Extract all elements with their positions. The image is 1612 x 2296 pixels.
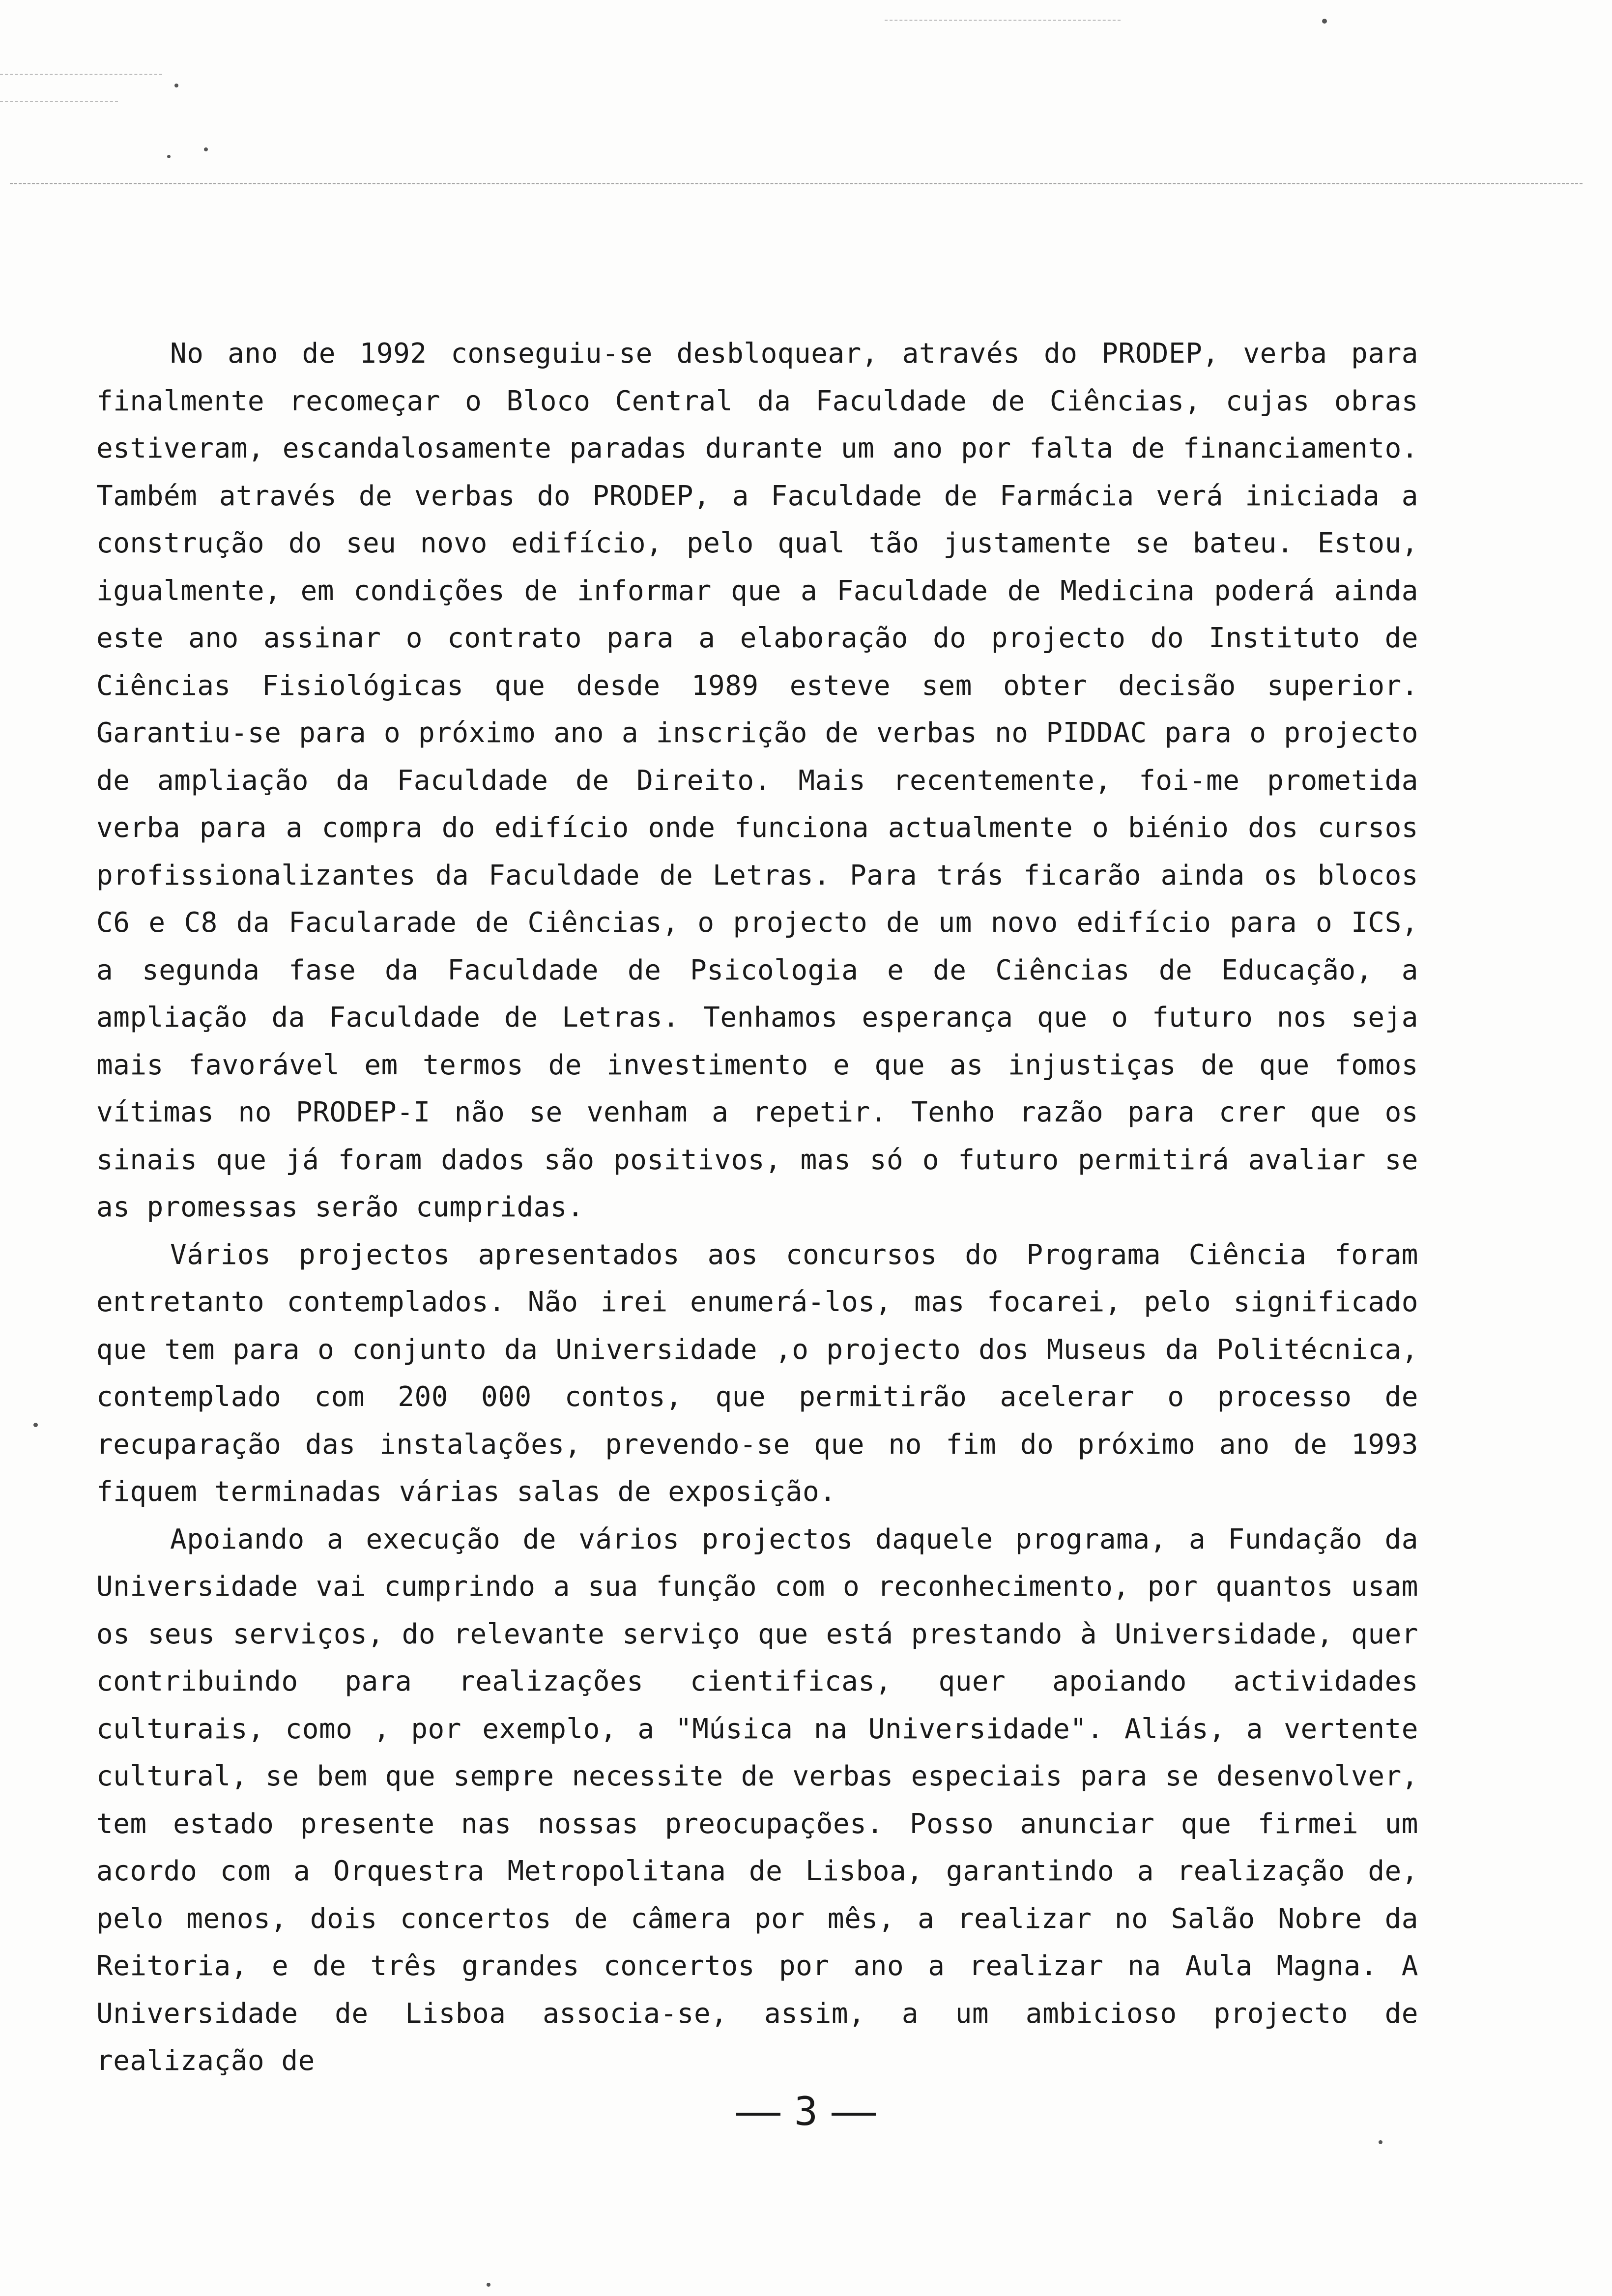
scan-artifact-top-left xyxy=(0,74,162,75)
scan-dot xyxy=(33,1423,38,1427)
scan-dot xyxy=(204,147,208,151)
paragraph-1: No ano de 1992 conseguiu-se desbloquear, através do PRODEP, verba para finalmente recomeçar o Bloco Central da Faculdade de Ciências, cujas obras estiveram, escandalosamente paradas durante um ano por falta de financiamento. Também através de verbas do PRODEP, a Faculdade de Farmácia verá iniciada a construção do seu novo edifício, pelo qual tão justamente se bateu. Estou, igualmente, em condições de informar que a Faculdade de Medicina poderá ainda este ano assinar o contrato para a elaboração do projecto do Instituto de Ciências Fisiológicas que desde 1989 esteve sem obter decisão superior. Garantiu-se para o próximo ano a inscrição de verbas no PIDDAC para o projecto de ampliação da Faculdade de Direito. Mais recentemente, foi-me prometida verba para a compra do edifício onde funciona actualmente o biénio dos cursos profissionalizantes da Faculdade de Letras. Para trás ficarão ainda os blocos C6 e C8 da Facularade de Ciências, o projecto de um novo edifício para o ICS, a segunda fase da Faculdade de Psicologia e de Ciências de Educação, a ampliação da Faculdade de Letras. Tenhamos esperança que o futuro nos seja mais favorável em termos de investimento e que as injustiças de que fomos vítimas no PRODEP-I não se venham a repetir. Tenho razão para crer que os sinais que já foram dados são positivos, mas só o futuro permitirá avaliar se as promessas serão cumpridas. xyxy=(96,338,1418,1223)
dash-right xyxy=(832,2113,876,2116)
paragraph-3: Apoiando a execução de vários projectos daquele programa, a Fundação da Universidade vai cumprindo a sua função com o reconhecimento, por quantos usam os seus serviços, do relevante serviço que está prestando à Universidade, quer contribuindo para realizações cientificas, quer apoiando actividades culturais, como , por exemplo, a "Música na Universidade". Aliás, a vertente cultural, se bem que sempre necessite de verbas especiais para se desenvolver, tem estado presente nas nossas preocupações. Posso anunciar que firmei um acordo com a Orquestra Metropolitana de Lisboa, garantindo a realização de, pelo menos, dois concertos de câmera por mês, a realizar no Salão Nobre da Reitoria, e de três grandes concertos por ano a realizar na Aula Magna. A Universidade de Lisboa associa-se, assim, a um ambicioso projecto de realização de xyxy=(96,1523,1418,2077)
document-body xyxy=(96,330,1418,2085)
page-number-value: 3 xyxy=(794,2089,818,2134)
scan-dot xyxy=(174,84,178,87)
paragraph-2: Vários projectos apresentados aos concursos do Programa Ciência foram entretanto contemplados. Não irei enumerá-los, mas focarei, pelo significado que tem para o conjunto da Universidade ,o projecto dos Museus da Politécnica, contemplado com 200 000 contos, que permitirão acelerar o processo de recuparação das instalações, prevendo-se que no fim do próximo ano de 1993 fiquem terminadas várias salas de exposição. xyxy=(96,1238,1418,1508)
scan-dot xyxy=(1379,2140,1382,2144)
page-number xyxy=(0,2089,1612,2134)
scan-dot xyxy=(167,155,171,158)
scan-artifact-top-left-2 xyxy=(0,101,118,102)
scan-header-rule xyxy=(10,183,1583,184)
scan-dot xyxy=(487,2283,490,2287)
scan-dot xyxy=(1322,19,1327,24)
scan-artifact-top-right xyxy=(885,20,1121,21)
dash-left xyxy=(736,2113,780,2116)
